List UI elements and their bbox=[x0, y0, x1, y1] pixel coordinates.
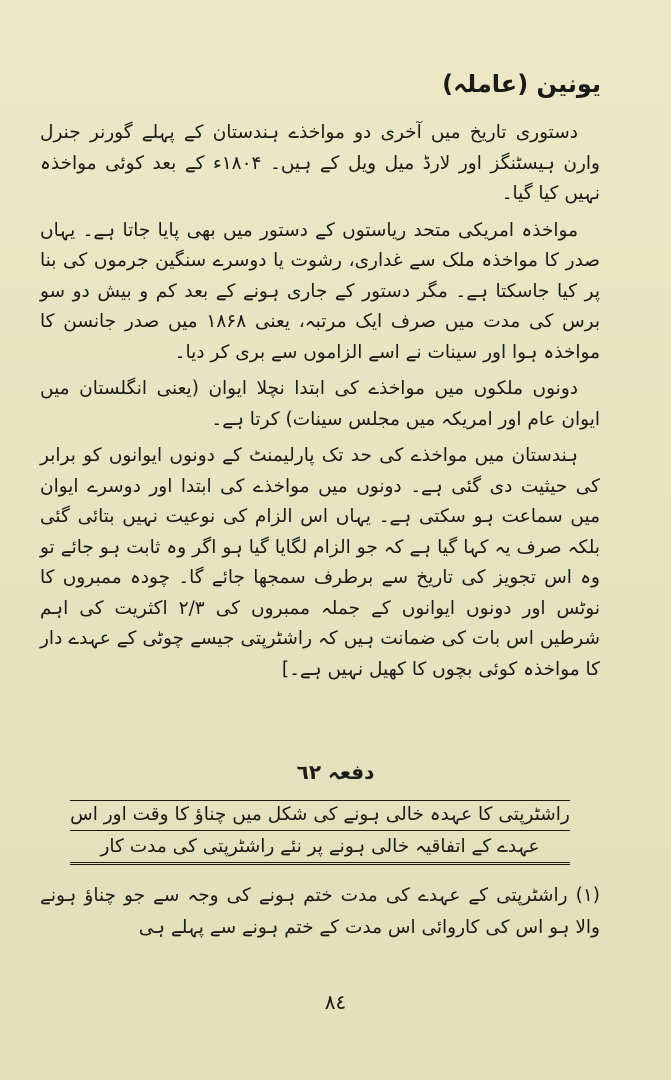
section-heading-line-1: راشٹرپتی کا عہدہ خالی ہونے کی شکل میں چناؤ کا وقت اور اس bbox=[70, 800, 570, 831]
clause-1: (۱) راشٹرپتی کے عہدے کی مدت ختم ہونے کی وجہ سے جو چناؤ ہونے والا ہو اس کی کاروائی اس مدت کے ختم ہونے سے پہلے ہی bbox=[40, 885, 600, 938]
section-title: دفعہ ٦٢ bbox=[296, 760, 375, 784]
paragraph-1: دستوری تاریخ میں آخری دو مواخذے ہندستان کے پہلے گورنر جنرل وارن ہیسٹنگز اور لارڈ میل ویل کے ہیں۔ ۱۸۰۴ء کے بعد کوئی مواخذہ نہیں کیا گیا۔ bbox=[40, 122, 600, 204]
section-heading bbox=[70, 800, 570, 865]
paragraph-4: ہندستان میں مواخذے کی حد تک پارلیمنٹ کے دونوں ایوانوں کو برابر کی حیثیت دی گئی ہے۔ دونوں میں مواخذے کی ابتدا اور دوسرے ایوان میں سماعت ہو سکتی ہے۔ یہاں اس الزام کی نوعیت نہیں بتائی گئی بلکہ صرف یہ کہا گیا ہے کہ جو الزام لگایا گیا ہو اگر وہ ثابت ہو جائے تو وہ اس تجویز کی تاریخ سے برطرف سمجھا جائے گا۔ چودہ ممبروں کا نوٹس اور دونوں ایوانوں کے جملہ ممبروں کی ۲/۳ اکثریت کی اہم شرطیں اس بات کی ضمانت ہیں کہ راشٹرپتی جیسے چوٹی کے عہدے دار کا مواخذہ کوئی بچوں کا کھیل نہیں ہے۔] bbox=[40, 445, 600, 680]
section-heading-line-2: عہدے کے اتفاقیہ خالی ہونے پر نئے راشٹرپتی کی مدت کار bbox=[70, 831, 570, 865]
running-header: یونین (عاملہ) bbox=[442, 70, 601, 98]
body-text bbox=[40, 118, 600, 691]
paragraph-3: دونوں ملکوں میں مواخذے کی ابتدا نچلا ایوان (یعنی انگلستان میں ایوان عام اور امریکہ میں مجلس سینات) کرتا ہے۔ bbox=[40, 378, 600, 430]
paragraph-2: مواخذہ امریکی متحد ریاستوں کے دستور میں بھی پایا جاتا ہے۔ یہاں صدر کا مواخذہ ملک سے غداری، رشوت یا دوسرے سنگین جرموں کی بنا پر کیا جاسکتا ہے۔ مگر دستور کے جاری ہونے کے بعد کم و بیش دو سو برس کی مدت میں صرف ایک مرتبہ، یعنی ۱۸۶۸ میں صدر جانسن کا مواخذہ ہوا اور سینات نے اسے الزاموں سے بری کر دیا۔ bbox=[40, 219, 601, 363]
page-number: ٨٤ bbox=[324, 990, 347, 1014]
